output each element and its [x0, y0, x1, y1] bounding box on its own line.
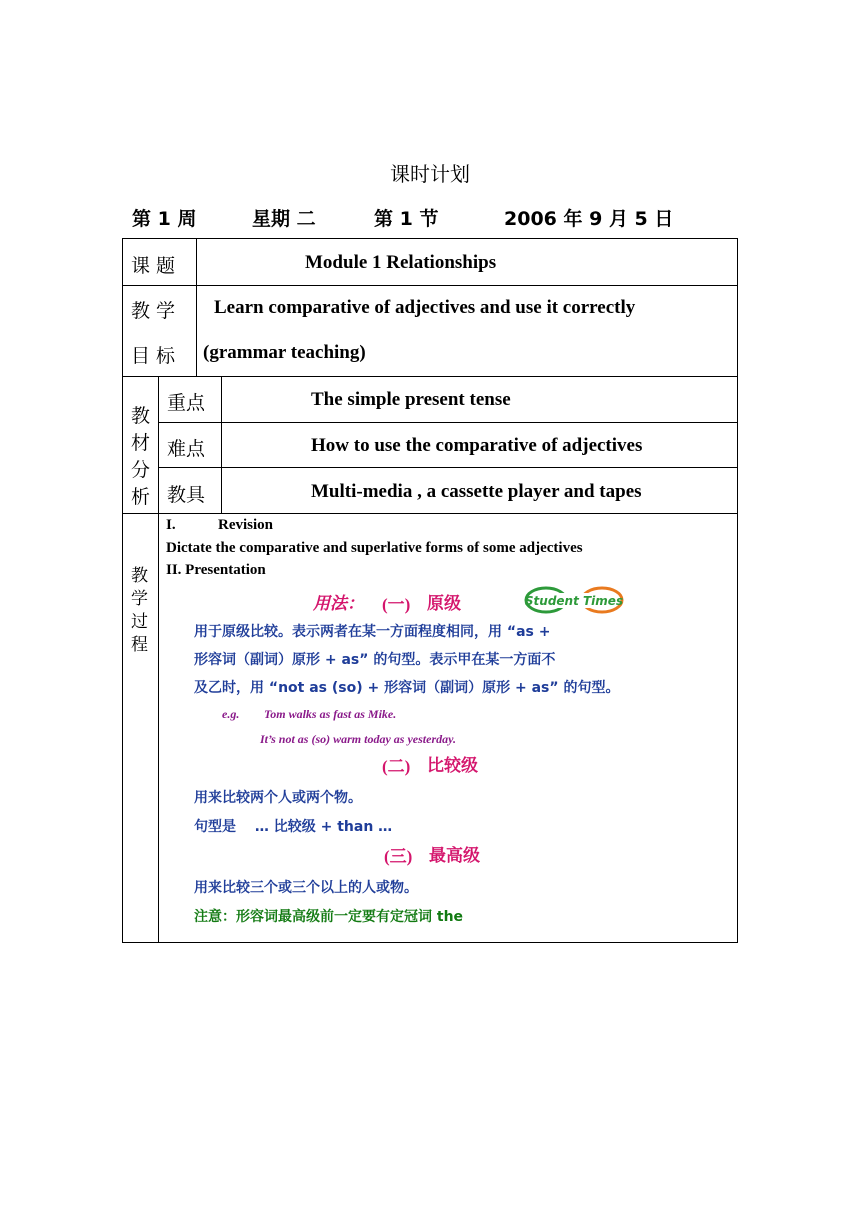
section-1-line-2: 形容词（副词）原形 + as” 的句型。表示甲在某一方面不	[194, 652, 556, 668]
section-2-number: (二)	[382, 757, 411, 776]
teaching-aids-value: Multi-media , a cassette player and tapes	[311, 481, 642, 502]
row-divider	[158, 422, 738, 423]
topic-label: 课 题	[131, 255, 176, 277]
row-divider	[122, 285, 738, 286]
section-2-title: 比较级	[427, 756, 478, 776]
lesson-meta	[132, 204, 673, 231]
row-divider	[158, 467, 738, 468]
objective-label-1: 教 学	[131, 300, 176, 322]
teaching-aids-label: 教具	[167, 484, 206, 506]
section-3-number: (三)	[384, 847, 413, 866]
col-divider	[158, 376, 159, 943]
section-1-number: (一)	[382, 595, 411, 614]
objective-label-2: 目 标	[131, 345, 176, 367]
usage-label: 用法：	[313, 594, 364, 614]
section-1-title: 原级	[427, 594, 461, 614]
process-label-char: 过	[131, 612, 148, 632]
week: 第 1 周	[132, 208, 197, 230]
process-label-char: 程	[131, 635, 148, 655]
objective-line-2: (grammar teaching)	[203, 342, 366, 363]
analysis-label-char: 分	[131, 459, 151, 481]
section-3-line-1: 用来比较三个或三个以上的人或物。	[194, 880, 418, 896]
section-3-title: 最高级	[429, 846, 480, 866]
section-2-line-2: 句型是 … 比较级 + than …	[194, 819, 393, 835]
col-divider	[221, 376, 222, 513]
analysis-label-char: 教	[131, 405, 151, 427]
example-sentence-2: It’s not as (so) warm today as yesterday.	[260, 732, 456, 746]
student-times-logo	[524, 586, 624, 614]
process-label-char: 教	[131, 566, 148, 586]
difficult-point-value: How to use the comparative of adjectives	[311, 435, 643, 456]
section-1-line-1: 用于原级比较。表示两者在某一方面程度相同，用 “as +	[194, 624, 551, 640]
difficult-point-label: 难点	[167, 438, 206, 460]
row-divider	[122, 513, 738, 514]
presentation-heading: II. Presentation	[166, 562, 266, 578]
revision-number: I.	[166, 517, 176, 533]
analysis-label-char: 材	[131, 432, 151, 454]
objective-line-1: Learn comparative of adjectives and use it correctly	[214, 297, 636, 318]
revision-title: Revision	[218, 517, 274, 533]
dictate-text: Dictate the comparative and superlative forms of some adjectives	[166, 540, 583, 556]
period: 第 1 节	[374, 208, 439, 230]
process-label-char: 学	[131, 589, 148, 609]
example-label: e.g.	[222, 707, 240, 721]
note-text: 注意：形容词最高级前一定要有定冠词 the	[194, 909, 464, 925]
topic-value: Module 1 Relationships	[305, 252, 497, 273]
key-point-value: The simple present tense	[311, 389, 511, 410]
section-1-line-3: 及乙时，用 “not as (so) + 形容词（副词）原形 + as” 的句型。	[194, 680, 620, 696]
analysis-label-char: 析	[131, 486, 151, 508]
section-2-line-1: 用来比较两个人或两个物。	[194, 790, 362, 806]
date: 2006 年 9 月 5 日	[504, 208, 674, 230]
row-divider	[122, 376, 738, 377]
logo-text: Student Times	[524, 594, 624, 608]
page-title: 课时计划	[390, 162, 470, 186]
example-sentence-1: Tom walks as fast as Mike.	[264, 707, 397, 721]
col-divider	[196, 238, 197, 376]
key-point-label: 重点	[167, 392, 206, 414]
weekday: 星期 二	[252, 208, 316, 230]
